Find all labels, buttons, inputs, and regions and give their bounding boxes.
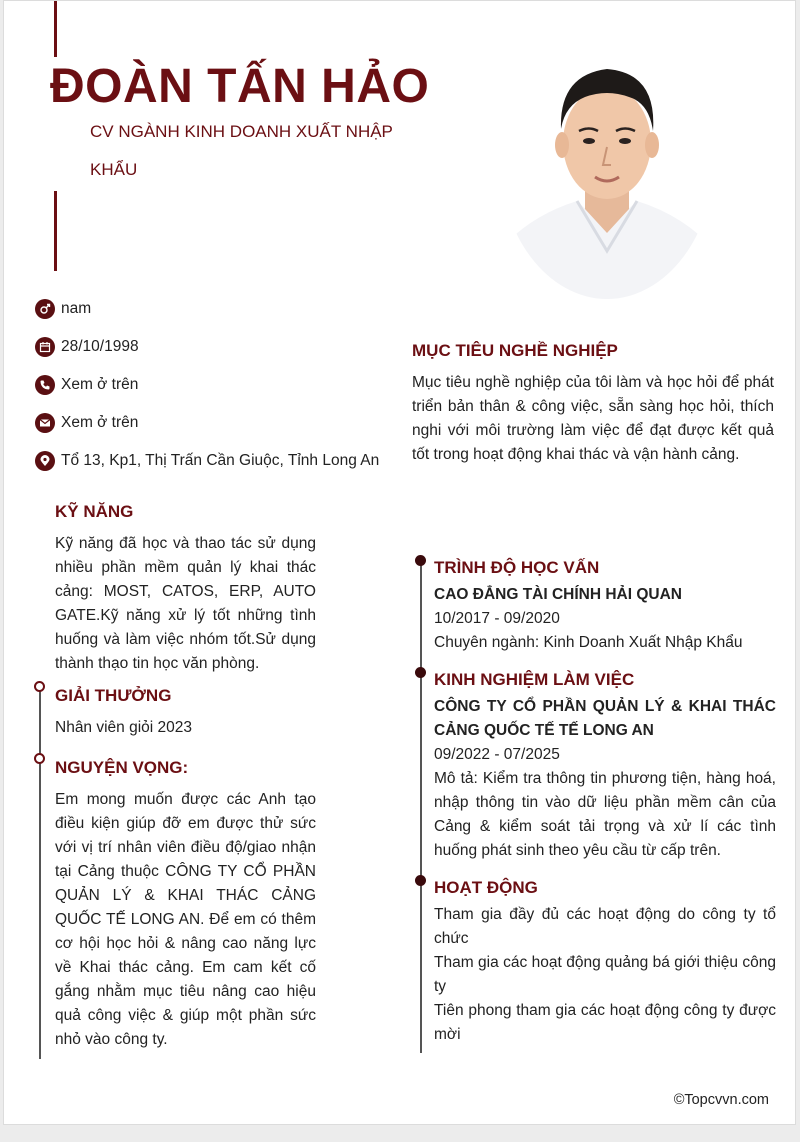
skills-text: Kỹ năng đã học và thao tác sử dụng nhiều phần mềm quản lý khai thác cảng: MOST, CATOS, ERP, AUTO GATE.Kỹ năng xử lý tốt những tình huống và làm việc nhóm tốt.Sử dụng thành thạo tin học văn phòng.: [55, 535, 316, 672]
aspiration-title: NGUYỆN VỌNG:: [55, 758, 189, 777]
calendar-icon: [35, 337, 55, 357]
experience-period: 09/2022 - 07/2025: [434, 746, 560, 763]
profile-photo: [499, 51, 715, 299]
objective-text: Mục tiêu nghề nghiệp của tôi làm và học hỏi để phát triển bản thân & công việc, sẵn sàng học hỏi, thích nghi với môi trường làm việc để đạt được kết quả tốt trong hoạt động khai thác và vận hành cảng.: [412, 374, 774, 463]
cv-page: [3, 0, 796, 1125]
awards-timeline-dot: [34, 681, 45, 692]
phone-icon: [35, 375, 55, 395]
email-value: Xem ở trên: [61, 414, 139, 431]
info-phone: [35, 373, 138, 397]
info-email: [35, 411, 138, 435]
education-timeline-dot: [415, 555, 426, 566]
activities-title: HOẠT ĐỘNG: [434, 878, 538, 897]
aspiration-text: Em mong muốn được các Anh tạo điều kiện giúp đỡ em được thử sức với vị trí nhân viên điều độ/giao nhận tại Cảng thuộc CÔNG TY CỔ PHẦN QUẢN LÝ & KHAI THÁC CẢNG QUỐC TẾ LONG AN. Để em có thêm cơ hội học hỏi & nâng cao năng lực về Khai thác cảng. Em cam kết cố gắng nhằm mục tiêu nâng cao hiệu quả công việc & giúp một phần sức nhỏ vào công ty.: [55, 791, 316, 1048]
gender-value: nam: [61, 300, 92, 317]
education-title: TRÌNH ĐỘ HỌC VẤN: [434, 558, 600, 577]
activities-timeline-dot: [415, 875, 426, 886]
awards-title: GIẢI THƯỞNG: [55, 686, 172, 705]
footer-credit: ©Topcvvn.com: [673, 1092, 769, 1108]
education-period: 10/2017 - 09/2020: [434, 610, 560, 627]
right-timeline-line: [420, 563, 422, 1053]
location-icon: [35, 451, 55, 471]
header-accent-bar-bottom: [54, 191, 57, 271]
experience-timeline-dot: [415, 667, 426, 678]
experience-company: CÔNG TY CỔ PHẦN QUẢN LÝ & KHAI THÁC CẢNG QUỐC TẾ TẾ LONG AN: [434, 698, 776, 739]
awards-text: Nhân viên giỏi 2023: [55, 719, 193, 736]
cv-subtitle: CV NGÀNH KINH DOANH XUẤT NHẬP KHẨU: [90, 122, 393, 179]
skills-title: KỸ NĂNG: [55, 502, 134, 521]
activity-item: Tiên phong tham gia các hoạt động công ty được mời: [434, 1002, 776, 1043]
info-address: [35, 449, 379, 473]
info-gender: [35, 297, 91, 321]
info-birthdate: [35, 335, 139, 359]
experience-title: KINH NGHIỆM LÀM VIỆC: [434, 670, 635, 689]
education-major: Chuyên ngành: Kinh Doanh Xuất Nhập Khẩu: [434, 634, 743, 651]
objective-title: MỤC TIÊU NGHỀ NGHIỆP: [412, 341, 618, 360]
address-value: Tổ 13, Kp1, Thị Trấn Cần Giuộc, Tỉnh Long An: [61, 452, 380, 469]
education-school: CAO ĐẲNG TÀI CHÍNH HẢI QUAN: [434, 586, 682, 603]
candidate-name: ĐOÀN TẤN HẢO: [50, 60, 430, 113]
activity-item: Tham gia các hoạt động quảng bá giới thiệu công ty: [434, 954, 776, 995]
aspiration-timeline-dot: [34, 753, 45, 764]
activity-item: Tham gia đầy đủ các hoạt động do công ty tổ chức: [434, 906, 776, 947]
email-icon: [35, 413, 55, 433]
phone-value: Xem ở trên: [61, 376, 139, 393]
left-timeline-line: [39, 689, 41, 1059]
header-accent-bar-top: [54, 1, 57, 57]
birthdate-value: 28/10/1998: [61, 338, 139, 355]
experience-description: Mô tả: Kiểm tra thông tin phương tiện, hàng hoá, nhập thông tin vào dữ liệu phần mềm cân của Cảng & kiểm soát tải trọng và xử lí các tình huống phát sinh theo yêu cầu từ cấp trên.: [434, 770, 776, 859]
gender-icon: [35, 299, 55, 319]
